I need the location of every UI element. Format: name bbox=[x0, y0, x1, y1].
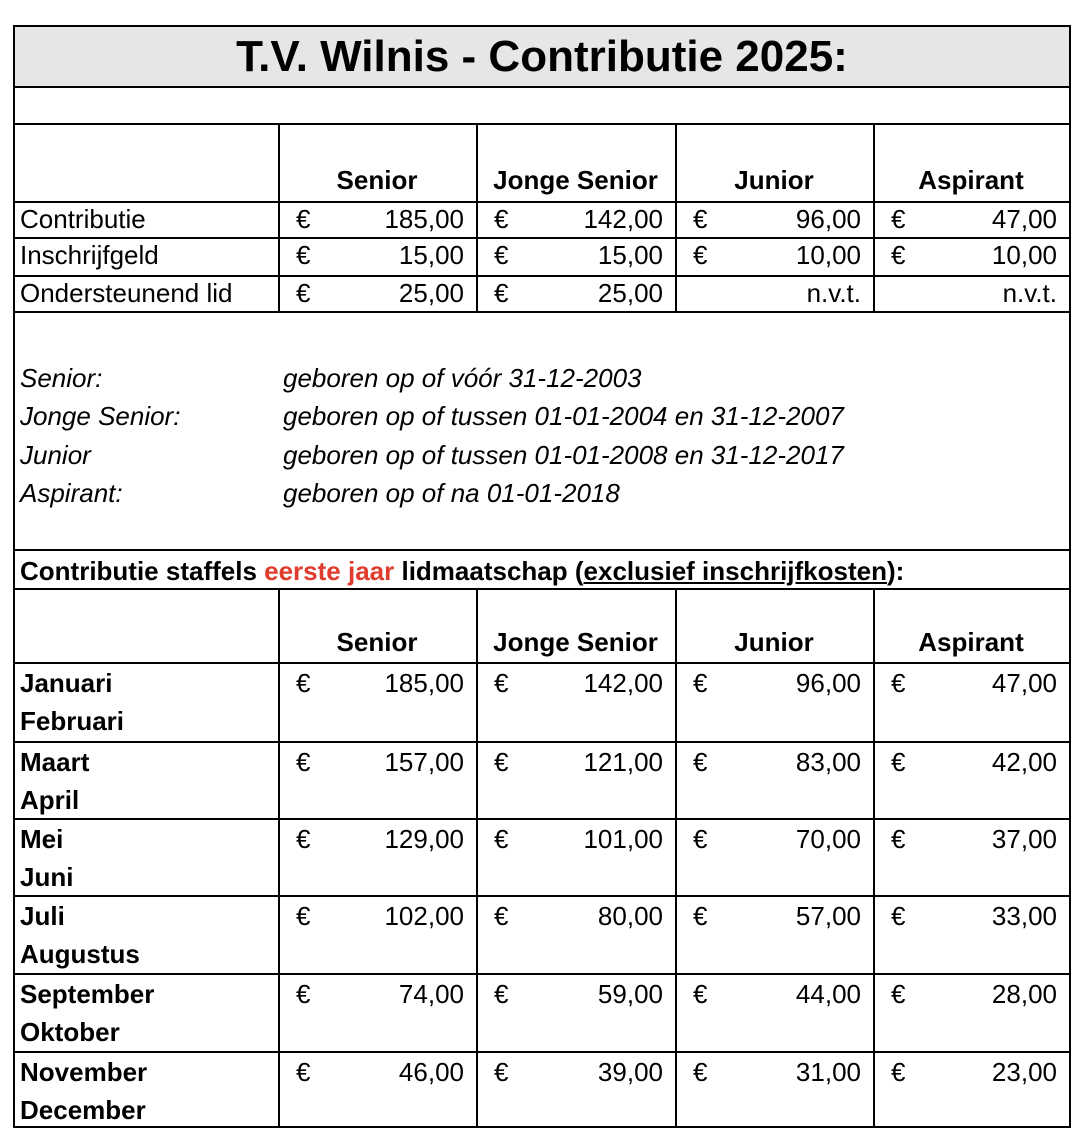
staffel-value: 96,00 bbox=[795, 668, 861, 698]
euro-sign: € bbox=[693, 979, 708, 1009]
staffel-row-rule-2 bbox=[15, 818, 1069, 820]
euro-sign: € bbox=[296, 824, 311, 854]
euro-sign: € bbox=[494, 278, 509, 308]
euro-sign: € bbox=[296, 204, 311, 234]
fee-value: 10,00 bbox=[991, 240, 1057, 270]
staffel-value: 28,00 bbox=[991, 979, 1057, 1009]
fee-value: 10,00 bbox=[795, 240, 861, 270]
definition-term: Aspirant: bbox=[20, 478, 123, 508]
staffel-value: 70,00 bbox=[795, 824, 861, 854]
euro-sign: € bbox=[693, 240, 708, 270]
staffel-value: 80,00 bbox=[597, 901, 663, 931]
staffel-heading-underlined: exclusief inschrijfkosten bbox=[583, 556, 887, 586]
euro-sign: € bbox=[296, 979, 311, 1009]
staffel-value: 185,00 bbox=[384, 668, 464, 698]
fee-row-label: Ondersteunend lid bbox=[20, 278, 233, 308]
rule-3 bbox=[15, 549, 1069, 551]
month-label: Maart bbox=[20, 747, 90, 777]
euro-sign: € bbox=[296, 1057, 311, 1087]
fee-header-jonge-senior: Jonge Senior bbox=[493, 165, 658, 195]
euro-sign: € bbox=[891, 240, 906, 270]
staffel-col-rule-2 bbox=[675, 588, 677, 1128]
staffel-col-rule-3 bbox=[873, 588, 875, 1128]
staffel-row-rule-4 bbox=[15, 973, 1069, 975]
month-label: Februari bbox=[20, 706, 125, 736]
staffel-value: 129,00 bbox=[384, 824, 464, 854]
month-label: Juli bbox=[20, 901, 65, 931]
staffel-value: 46,00 bbox=[398, 1057, 464, 1087]
euro-sign: € bbox=[891, 204, 906, 234]
fee-header-senior: Senior bbox=[336, 165, 418, 195]
euro-sign: € bbox=[891, 901, 906, 931]
euro-sign: € bbox=[693, 1057, 708, 1087]
staffel-col-rule-0 bbox=[278, 588, 280, 1128]
euro-sign: € bbox=[693, 668, 708, 698]
definition-description: geboren op of vóór 31-12-2003 bbox=[283, 363, 642, 393]
fee-row-rule-1 bbox=[15, 237, 1069, 239]
euro-sign: € bbox=[494, 901, 509, 931]
definition-description: geboren op of na 01-01-2018 bbox=[283, 478, 620, 508]
contribution-sheet bbox=[13, 25, 1071, 1128]
staffel-row-rule-3 bbox=[15, 895, 1069, 897]
fee-col-rule-1 bbox=[476, 123, 478, 311]
fee-row-label: Inschrijfgeld bbox=[20, 240, 159, 270]
staffel-value: 83,00 bbox=[795, 747, 861, 777]
staffel-row-rule-5 bbox=[15, 1051, 1069, 1053]
month-label: November bbox=[20, 1057, 148, 1087]
month-label: Oktober bbox=[20, 1017, 120, 1047]
staffel-value: 74,00 bbox=[398, 979, 464, 1009]
euro-sign: € bbox=[494, 824, 509, 854]
euro-sign: € bbox=[296, 747, 311, 777]
staffel-value: 101,00 bbox=[583, 824, 663, 854]
staffel-value: 59,00 bbox=[597, 979, 663, 1009]
definition-term: Junior bbox=[20, 440, 91, 470]
fee-value: 47,00 bbox=[991, 204, 1057, 234]
staffel-col-rule-1 bbox=[476, 588, 478, 1128]
rule-2 bbox=[15, 311, 1069, 313]
euro-sign: € bbox=[891, 747, 906, 777]
euro-sign: € bbox=[494, 240, 509, 270]
euro-sign: € bbox=[296, 240, 311, 270]
staffel-value: 47,00 bbox=[991, 668, 1057, 698]
definition-term: Senior: bbox=[20, 363, 103, 393]
euro-sign: € bbox=[891, 824, 906, 854]
staffel-value: 33,00 bbox=[991, 901, 1057, 931]
euro-sign: € bbox=[494, 747, 509, 777]
definition-description: geboren op of tussen 01-01-2004 en 31-12-2007 bbox=[283, 401, 844, 431]
staffel-header-senior: Senior bbox=[336, 627, 418, 657]
staffel-value: 44,00 bbox=[795, 979, 861, 1009]
euro-sign: € bbox=[693, 747, 708, 777]
page-title: T.V. Wilnis - Contributie 2025: bbox=[236, 32, 848, 81]
definition-description: geboren op of tussen 01-01-2008 en 31-12-2017 bbox=[283, 440, 844, 470]
staffel-heading-part1: Contributie staffels bbox=[20, 556, 265, 586]
euro-sign: € bbox=[891, 979, 906, 1009]
euro-sign: € bbox=[494, 979, 509, 1009]
fee-value: n.v.t. bbox=[806, 278, 861, 308]
euro-sign: € bbox=[494, 204, 509, 234]
month-label: April bbox=[20, 785, 80, 815]
fee-value: 96,00 bbox=[795, 204, 861, 234]
month-label: Juni bbox=[20, 862, 74, 892]
staffel-value: 39,00 bbox=[597, 1057, 663, 1087]
fee-value: 15,00 bbox=[597, 240, 663, 270]
fee-value: 25,00 bbox=[597, 278, 663, 308]
rule-4 bbox=[15, 588, 1069, 590]
staffel-heading-part3: ): bbox=[886, 556, 905, 586]
staffel-value: 102,00 bbox=[384, 901, 464, 931]
fee-header-junior: Junior bbox=[734, 165, 814, 195]
euro-sign: € bbox=[693, 901, 708, 931]
euro-sign: € bbox=[296, 901, 311, 931]
staffel-heading bbox=[20, 556, 904, 586]
staffel-value: 37,00 bbox=[991, 824, 1057, 854]
staffel-header-jonge-senior: Jonge Senior bbox=[493, 627, 658, 657]
definition-term: Jonge Senior: bbox=[20, 401, 181, 431]
fee-row-label: Contributie bbox=[20, 204, 146, 234]
month-label: Augustus bbox=[20, 939, 140, 969]
euro-sign: € bbox=[891, 668, 906, 698]
month-label: Mei bbox=[20, 824, 64, 854]
fee-col-rule-0 bbox=[278, 123, 280, 311]
fee-row-rule-0 bbox=[15, 201, 1069, 203]
staffel-row-rule-1 bbox=[15, 741, 1069, 743]
euro-sign: € bbox=[693, 204, 708, 234]
staffel-value: 142,00 bbox=[583, 668, 663, 698]
fee-header-aspirant: Aspirant bbox=[918, 165, 1024, 195]
rule-0 bbox=[15, 86, 1069, 88]
staffel-value: 57,00 bbox=[795, 901, 861, 931]
month-label: December bbox=[20, 1095, 146, 1125]
staffel-heading-highlight: eerste jaar bbox=[264, 556, 395, 586]
fee-value: 15,00 bbox=[398, 240, 464, 270]
month-label: Januari bbox=[20, 668, 113, 698]
fee-value: n.v.t. bbox=[1002, 278, 1057, 308]
fee-value: 25,00 bbox=[398, 278, 464, 308]
staffel-value: 31,00 bbox=[795, 1057, 861, 1087]
staffel-value: 157,00 bbox=[384, 747, 464, 777]
staffel-value: 121,00 bbox=[583, 747, 663, 777]
staffel-header-junior: Junior bbox=[734, 627, 814, 657]
rule-1 bbox=[15, 123, 1069, 125]
euro-sign: € bbox=[891, 1057, 906, 1087]
fee-row-rule-2 bbox=[15, 275, 1069, 277]
month-label: September bbox=[20, 979, 155, 1009]
euro-sign: € bbox=[693, 824, 708, 854]
staffel-value: 23,00 bbox=[991, 1057, 1057, 1087]
fee-value: 185,00 bbox=[384, 204, 464, 234]
staffel-value: 42,00 bbox=[991, 747, 1057, 777]
euro-sign: € bbox=[296, 668, 311, 698]
euro-sign: € bbox=[296, 278, 311, 308]
staffel-row-rule-0 bbox=[15, 662, 1069, 664]
fee-col-rule-2 bbox=[675, 123, 677, 311]
staffel-header-aspirant: Aspirant bbox=[918, 627, 1024, 657]
euro-sign: € bbox=[494, 668, 509, 698]
euro-sign: € bbox=[494, 1057, 509, 1087]
fee-col-rule-3 bbox=[873, 123, 875, 311]
fee-value: 142,00 bbox=[583, 204, 663, 234]
staffel-heading-part2: lidmaatschap ( bbox=[394, 556, 584, 586]
